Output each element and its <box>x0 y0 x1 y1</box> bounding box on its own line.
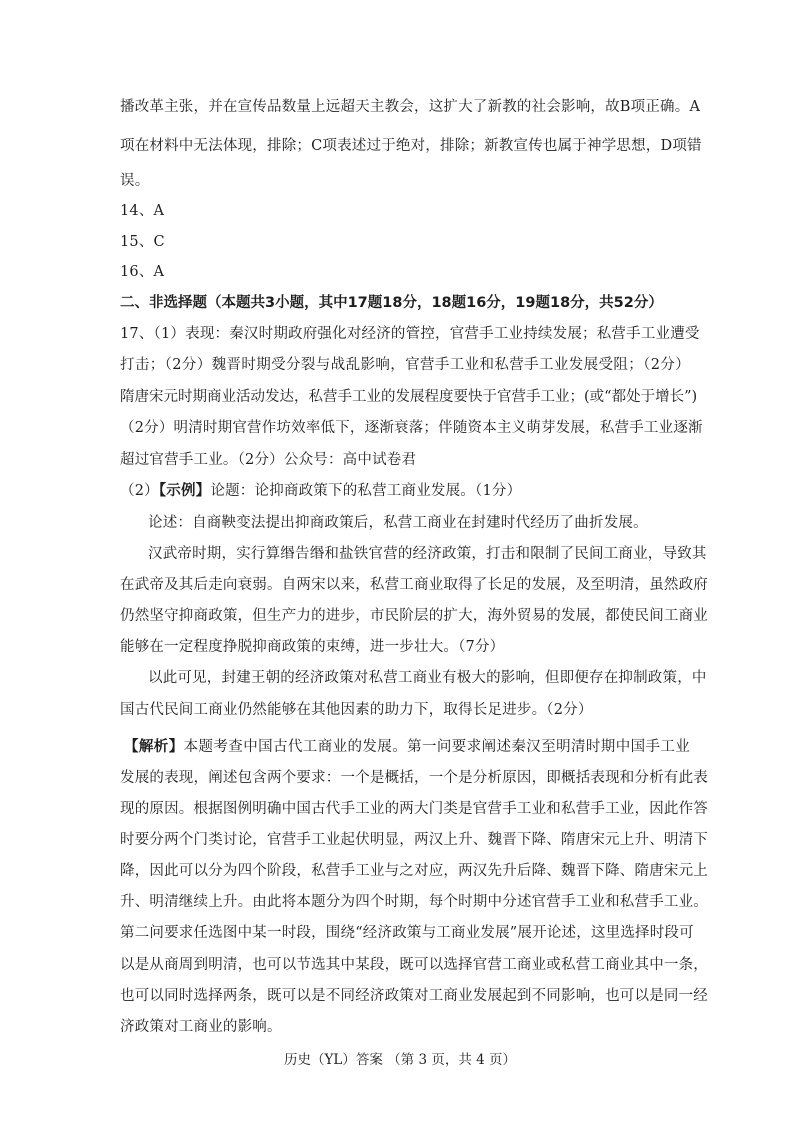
q17-line: 隋唐宋元时期商业活动发达，私营手工业的发展程度要快于官营手工业；(或“都处于增长”) <box>120 389 698 405</box>
answer-16: 16、A <box>120 264 165 280</box>
part-number: （2） <box>120 483 159 499</box>
q17-line: 超过官营手工业。（2分）公众号：高中试卷君 <box>120 452 417 468</box>
analysis-line: 发展的表现，阐述包含两个要求：一个是概括，一个是分析原因，即概括表现和分析有此表 <box>120 770 708 786</box>
page-footer: 历史（YL）答案 （第 3 页，共 4 页） <box>283 1052 516 1068</box>
analysis-line: 升、明清继续上升。由此将本题分为四个时期，每个时期中分述官营手工业和私营手工业。 <box>120 894 708 910</box>
topic-text: 论题：论抑商政策下的私营工商业发展。（1分） <box>210 483 522 499</box>
paragraph-line: 项在材料中无法体现，排除；C项表述过于绝对，排除；新教宣传也属于神学思想，D项错 <box>120 138 702 154</box>
paragraph-line: 播改革主张，并在宣传品数量上远超天主教会，这扩大了新教的社会影响，故B项正确。A <box>120 99 701 115</box>
analysis-tag: 【解析】 <box>124 738 184 755</box>
q17-line: 17、（1）表现：秦汉时期政府强化对经济的管控，官营手工业持续发展；私营手工业遭受 <box>120 326 700 342</box>
analysis-line: 时要分两个门类讨论，官营手工业起伏明显，两汉上升、魏晋下降、隋唐宋元上升、明清下 <box>120 832 708 848</box>
essay-line: 汉武帝时期，实行算缗告缗和盐铁官营的经济政策，打击和限制了民间工商业，导致其 <box>148 546 707 562</box>
essay-line: 仍然坚守抑商政策，但生产力的进步，市民阶层的扩大，海外贸易的发展，都使民间工商业 <box>120 608 708 624</box>
q17-line: 打击；（2分）魏晋时期受分裂与战乱影响，官营手工业和私营手工业发展受阻；（2分） <box>120 357 690 373</box>
example-tag: 【示例】 <box>158 482 211 499</box>
section-heading: 二、非选择题（本题共3小题，其中17题18分，18题16分，19题18分，共52分） <box>120 295 663 311</box>
q17-part2-topic <box>120 481 690 501</box>
essay-line: 国古代民间工商业仍然能够在其他因素的助力下，取得长足进步。（2分） <box>120 702 593 718</box>
analysis-line: 济政策对工商业的影响。 <box>120 1019 282 1035</box>
essay-line: 能够在一定程度挣脱抑商政策的束缚，进一步壮大。（7分） <box>120 639 505 655</box>
paragraph-line: 误。 <box>120 173 150 189</box>
q17-line: （2分）明清时期官营作坊效率低下，逐渐衰落；伴随资本主义萌芽发展，私营手工业逐渐 <box>120 420 703 436</box>
answer-14: 14、A <box>120 203 165 219</box>
analysis-line: 也可以同时选择两条，既可以是不同经济政策对工商业发展起到不同影响，也可以是同一经 <box>120 988 708 1004</box>
essay-line: 以此可见，封建王朝的经济政策对私营工商业有极大的影响，但即便存在抑制政策，中 <box>148 670 707 686</box>
essay-line: 在武帝及其后走向衰弱。自两宋以来，私营工商业取得了长足的发展，及至明清，虽然政府 <box>120 577 708 593</box>
analysis-line: 第二问要求任选图中某一时段，围绕“经济政策与工商业发展”展开论述，这里选择时段可 <box>120 925 694 941</box>
analysis-line: 降，因此可以分为四个阶段，私营手工业与之对应，两汉先升后降、魏晋下降、隋唐宋元上 <box>120 863 708 879</box>
essay-line: 论述：自商鞅变法提出抑商政策后，私营工商业在封建时代经历了曲折发展。 <box>148 515 648 531</box>
analysis-text: 本题考查中国古代工商业的发展。第一问要求阐述秦汉至明清时期中国手工业 <box>183 739 690 755</box>
analysis-line: 以是从商周到明清，也可以节选其中某段，既可以选择官营工商业或私营工商业其中一条， <box>120 957 708 973</box>
analysis-line <box>124 737 690 757</box>
analysis-line: 现的原因。根据图例明确中国古代手工业的两大门类是官营手工业和私营手工业，因此作答 <box>120 801 708 817</box>
answer-15: 15、C <box>120 234 165 250</box>
